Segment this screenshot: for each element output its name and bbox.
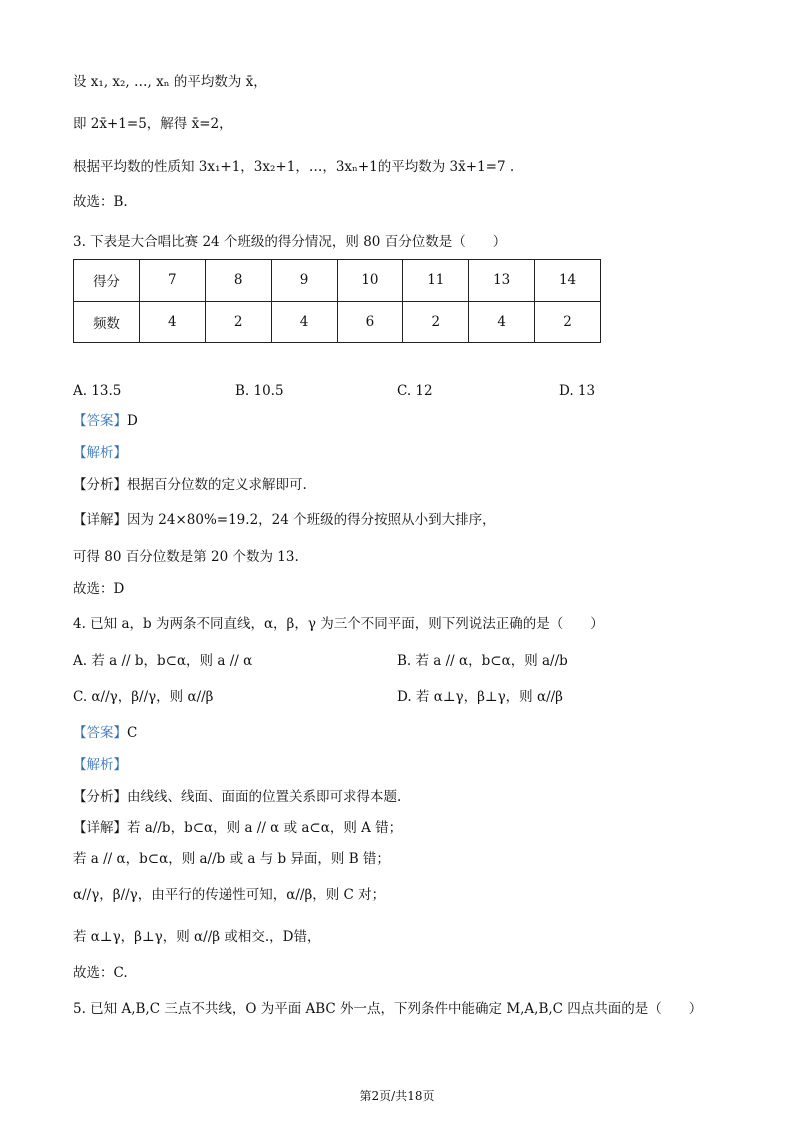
question-4-stem: 4. 已知 a，b 为两条不同直线，α，β，γ 为三个不同平面，则下列说法正确的是（ ）	[73, 616, 604, 632]
option-a: A. 若 a // b，b⊂α，则 a // α	[73, 653, 253, 669]
option-c: C. 12	[397, 383, 433, 399]
option-b: B. 若 a // α，b⊂α，则 a//b	[397, 653, 568, 669]
analysis-line: 【分析】由线线、线面、面面的位置关系即可求得本题.	[73, 789, 402, 805]
option-b: B. 10.5	[235, 383, 284, 399]
answer-tag: 【答案】	[73, 413, 127, 429]
table-cell: 6	[337, 301, 403, 343]
analysis-tag: 【解析】	[73, 757, 127, 773]
table-cell: 2	[535, 301, 601, 343]
analysis-line: 【分析】根据百分位数的定义求解即可.	[73, 477, 307, 493]
detail-line: 【详解】因为 24×80%=19.2，24 个班级的得分按照从小到大排序，	[73, 512, 496, 528]
table-cell: 7	[139, 260, 205, 302]
solution-line: 即 2x̄+1=5，解得 x̄=2，	[73, 116, 233, 132]
detail-line: 可得 80 百分位数是第 20 个数为 13.	[73, 549, 299, 565]
detail-line: 若 a // α，b⊂α，则 a//b 或 a 与 b 异面，则 B 错；	[73, 851, 390, 867]
answer-value: D	[127, 413, 138, 429]
table-cell: 11	[403, 260, 469, 302]
table-cell: 13	[469, 260, 535, 302]
table-cell: 14	[535, 260, 601, 302]
choose-line: 故选：B.	[73, 194, 128, 210]
table-cell: 8	[205, 260, 271, 302]
choose-line: 故选：D	[73, 581, 125, 597]
analysis-tag: 【解析】	[73, 445, 127, 461]
page-footer: 第2页/共18页	[359, 1089, 435, 1103]
table-cell: 9	[271, 260, 337, 302]
option-a: A. 13.5	[73, 383, 122, 399]
answer-tag: 【答案】	[73, 725, 127, 741]
detail-line: α//γ，β//γ，由平行的传递性可知，α//β，则 C 对；	[73, 887, 386, 903]
table-cell: 4	[139, 301, 205, 343]
answer-value: C	[127, 725, 138, 741]
answer-line	[73, 723, 137, 743]
option-d: D. 若 α⊥γ，β⊥γ，则 α//β	[397, 689, 563, 705]
table-cell: 得分	[74, 260, 140, 302]
question-3-stem: 3. 下表是大合唱比赛 24 个班级的得分情况，则 80 百分位数是（ ）	[73, 234, 507, 250]
answer-line	[73, 411, 138, 431]
table-cell: 2	[403, 301, 469, 343]
table-cell: 4	[469, 301, 535, 343]
table-row	[74, 260, 601, 302]
score-frequency-table	[73, 259, 601, 343]
solution-line: 根据平均数的性质知 3x₁+1，3x₂+1，…，3xₙ+1的平均数为 3x̄+1=7 .	[73, 159, 515, 175]
question-5-stem: 5. 已知 A,B,C 三点不共线，O 为平面 ABC 外一点，下列条件中能确定 M,A,B,C 四点共面的是（ ）	[73, 1001, 703, 1017]
option-c: C. α//γ，β//γ，则 α//β	[73, 689, 214, 705]
choose-line: 故选：C.	[73, 965, 128, 981]
table-cell: 4	[271, 301, 337, 343]
table-cell: 频数	[74, 301, 140, 343]
detail-line: 若 α⊥γ，β⊥γ，则 α//β 或相交.，D错，	[73, 929, 321, 945]
option-d: D. 13	[559, 383, 596, 399]
table-cell: 10	[337, 260, 403, 302]
solution-line: 设 x₁, x₂, …, xₙ 的平均数为 x̄，	[73, 74, 267, 90]
detail-line: 【详解】若 a//b，b⊂α，则 a // α 或 a⊂α，则 A 错；	[73, 820, 403, 836]
table-row	[74, 301, 601, 343]
table-cell: 2	[205, 301, 271, 343]
